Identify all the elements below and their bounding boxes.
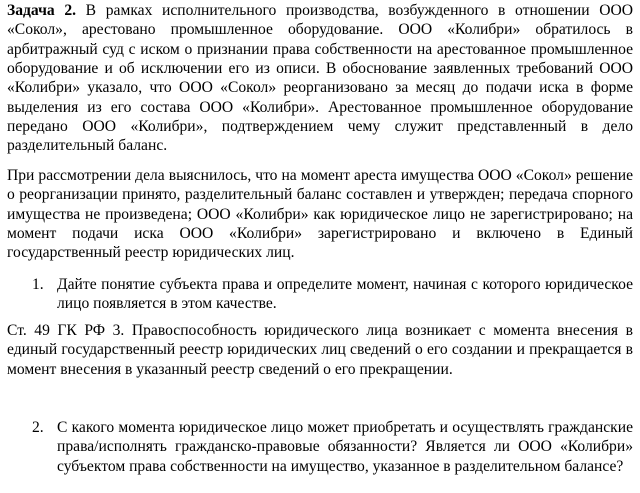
task-label: Задача 2.	[7, 2, 77, 19]
answer-paragraph: Ст. 49 ГК РФ 3. Правоспособность юридического лица возникает с момента внесения в единый государственный реестр юридических лиц сведений о его создании и прекращается в момент внесения в указанный реестр сведений о его прекращении.	[7, 322, 633, 378]
question-text: Дайте понятие субъекта права и определите момент, начиная с которого юридическое лицо появляется в этом качестве.	[57, 276, 633, 313]
task-text: В рамках исполнительного производства, возбужденного в отношении ООО «Сокол», арестовано промышленное оборудование. ООО «Колибри» обратилось в арбитражный суд с иском о признании права собственности на арестованное промышленное оборудование и об исключении его из описи. В обоснование заявленных требований ООО «Колибри» указало, что ООО «Сокол» реорганизовано за месяц до подачи иска в форме выделения из его состава ООО «Колибри». Арестованное промышленное оборудование передано ООО «Колибри», подтверждением чему служит представленный в дело разделительный баланс.	[7, 2, 633, 155]
question-number: 2.	[32, 419, 44, 436]
task-paragraph	[7, 1, 633, 156]
circumstances-paragraph: При рассмотрении дела выяснилось, что на момент ареста имущества ООО «Сокол» решение о реорганизации принято, разделительный баланс составлен и утвержден; передача спорного имущества не произведена; ООО «Колибри» как юридическое лицо не зарегистрировано; на момент подачи иска ООО «Колибри» зарегистрировано и включено в Единый государственный реестр юридических лиц.	[7, 167, 633, 262]
question-item	[7, 418, 633, 476]
question-item	[7, 275, 633, 314]
question-text: С какого момента юридическое лицо может приобретать и осуществлять гражданские права/исполнять гражданско-правовые обязанности? Является ли ООО «Колибри» субъектом права собственности на имущество, указанное в разделительном балансе?	[57, 419, 633, 475]
question-number: 1.	[32, 276, 44, 293]
